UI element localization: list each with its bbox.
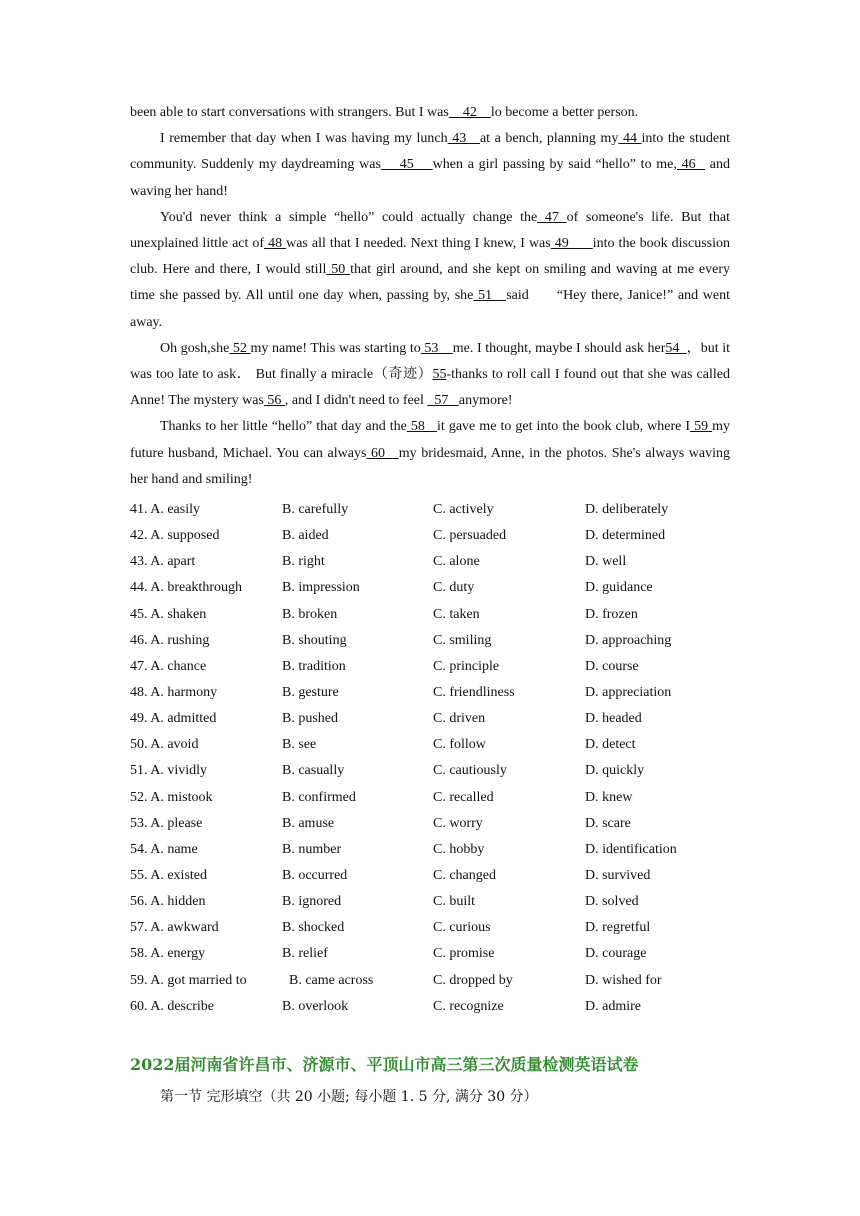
option-a: 52. A. mistook — [130, 789, 213, 805]
option-b: B. number — [282, 841, 342, 857]
option-a: 48. A. harmony — [130, 684, 218, 700]
option-d: D. knew — [585, 789, 633, 805]
blank-51: 51 — [473, 288, 507, 304]
option-c: C. persuaded — [433, 528, 507, 544]
option-row-41 — [130, 497, 730, 523]
option-a: 51. A. vividly — [130, 763, 208, 779]
option-d: D. approaching — [585, 632, 672, 648]
option-row-57 — [130, 915, 730, 941]
blank-43: 43 — [447, 131, 480, 147]
option-a: 46. A. rushing — [130, 632, 210, 648]
option-d: D. admire — [585, 998, 641, 1014]
passage-text: been able to start conversations with strangers. But I was — [130, 105, 449, 120]
blank-57: 57 — [427, 393, 459, 409]
option-b: B. casually — [282, 763, 345, 779]
option-a: 56. A. hidden — [130, 894, 206, 910]
option-b: B. see — [282, 737, 317, 753]
option-row-58 — [130, 941, 730, 967]
option-b: B. occurred — [282, 867, 348, 883]
option-b: B. amuse — [282, 815, 335, 831]
blank-59: 59 — [690, 419, 713, 435]
blank-42: 42 — [448, 105, 491, 120]
option-row-49 — [130, 706, 730, 732]
option-a: 53. A. please — [130, 815, 203, 831]
option-c: C. recalled — [433, 789, 494, 805]
option-c: C. worry — [433, 815, 483, 831]
option-d: D. detect — [585, 737, 636, 753]
option-a: 55. A. existed — [130, 867, 207, 883]
passage-text: anymore! — [458, 393, 513, 409]
section-title: 2022届河南省许昌市、济源市、平顶山市高三第三次质量检测英语试卷 — [130, 1055, 639, 1074]
section-subtitle: 第一节 完形填空（共 20 小题; 每小题 1. 5 分, 满分 30 分） — [160, 1089, 538, 1105]
option-row-53 — [130, 811, 730, 837]
passage-paragraph-2 — [130, 126, 730, 205]
option-row-43 — [130, 549, 730, 575]
passage-text: said “Hey there, Janice!” and went away. — [130, 288, 730, 330]
option-c: C. duty — [433, 580, 475, 596]
passage-text: that girl around, and she kept on smiling and waving at me every time she passed by. All until one day when, passing by, she — [130, 262, 730, 304]
option-row-44 — [130, 575, 730, 601]
passage-text: lo become a better person. — [490, 105, 639, 120]
blank-54: 54 — [665, 340, 687, 356]
option-c: C. changed — [433, 867, 496, 883]
option-a: 41. A. easily — [130, 502, 200, 517]
option-c: C. principle — [433, 658, 500, 674]
option-c: C. actively — [433, 502, 494, 517]
option-d: D. quickly — [585, 763, 645, 779]
blank-46: 46 — [676, 157, 706, 173]
blank-49: 49 — [550, 236, 593, 252]
passage-text: into the student community. Suddenly my daydreaming was — [130, 131, 731, 173]
blank-56: 56 — [263, 393, 285, 409]
option-b: B. pushed — [282, 711, 338, 727]
option-c: C. friendliness — [433, 684, 515, 700]
passage-text: into the book discussion club. Here and there, I would still — [130, 236, 731, 278]
option-b: B. came across — [289, 972, 374, 988]
option-row-50 — [130, 732, 730, 758]
option-c: C. dropped by — [433, 972, 513, 988]
passage-text: You'd never think a simple “hello” could actually change the — [160, 209, 538, 225]
option-d: D. solved — [585, 894, 639, 910]
option-row-51 — [130, 758, 730, 784]
option-row-42 — [130, 523, 730, 549]
option-a: 57. A. awkward — [130, 920, 219, 936]
option-a: 43. A. apart — [130, 554, 196, 570]
passage-text: me. I thought, maybe I should ask her — [452, 340, 666, 356]
option-d: D. course — [585, 658, 639, 674]
option-d: D. regretful — [585, 920, 651, 936]
option-row-59 — [130, 968, 730, 994]
answer-options — [130, 497, 730, 1020]
option-d: D. appreciation — [585, 684, 672, 700]
blank-58: 58 — [406, 419, 438, 435]
option-a: 59. A. got married to — [130, 972, 247, 988]
option-c: C. taken — [433, 606, 480, 622]
option-c: C. follow — [433, 737, 486, 753]
passage-text: my future husband, Michael. You can always — [130, 419, 731, 461]
option-c: C. curious — [433, 920, 491, 936]
option-a: 54. A. name — [130, 841, 198, 857]
option-c: C. built — [433, 894, 476, 910]
blank-50: 50 — [326, 262, 351, 278]
option-d: D. frozen — [585, 606, 638, 622]
passage-text: Thanks to her little “hello” that day and the — [160, 419, 407, 435]
passage-text: -thanks to roll call I found out that she was called Anne! The mystery was — [130, 367, 730, 409]
option-b: B. overlook — [282, 998, 349, 1014]
option-b: B. broken — [282, 606, 338, 622]
option-c: C. driven — [433, 711, 486, 727]
blank-60: 60 — [366, 445, 399, 461]
option-row-60 — [130, 994, 730, 1020]
option-b: B. carefully — [282, 502, 349, 517]
passage-paragraph-4 — [130, 336, 730, 415]
option-c: C. recognize — [433, 998, 504, 1014]
option-d: D. courage — [585, 946, 647, 962]
passage-paragraph-5 — [130, 414, 730, 493]
option-a: 50. A. avoid — [130, 737, 199, 753]
option-row-56 — [130, 889, 730, 915]
option-a: 60. A. describe — [130, 998, 214, 1014]
option-row-52 — [130, 785, 730, 811]
blank-45: 45 — [380, 157, 433, 173]
option-a: 49. A. admitted — [130, 711, 217, 727]
passage-text: was all that I needed. Next thing I knew, I was — [286, 236, 551, 252]
option-d: D. well — [585, 554, 627, 570]
blank-48: 48 — [264, 236, 287, 252]
passage-text: at a bench, planning my — [479, 131, 619, 147]
option-b: B. shocked — [282, 920, 345, 936]
passage-text: ，but it was too late to ask． But finally a miracle（奇迹） — [130, 340, 731, 383]
option-c: C. promise — [433, 946, 495, 962]
blank-55: 55 — [432, 367, 447, 383]
option-b: B. relief — [282, 946, 328, 962]
option-c: C. alone — [433, 554, 480, 570]
option-c: C. cautiously — [433, 763, 507, 779]
option-b: B. aided — [282, 528, 329, 544]
passage-text: my bridesmaid, Anne, in the photos. She's always waving her hand and smiling! — [130, 445, 731, 487]
option-b: B. confirmed — [282, 789, 356, 805]
option-a: 42. A. supposed — [130, 528, 220, 544]
blank-53: 53 — [420, 340, 453, 356]
option-row-48 — [130, 680, 730, 706]
passage-text: my name! This was starting to — [250, 340, 421, 356]
option-c: C. smiling — [433, 632, 492, 648]
option-b: B. right — [282, 554, 325, 570]
blank-47: 47 — [537, 209, 567, 225]
cloze-passage — [130, 100, 730, 493]
option-d: D. survived — [585, 867, 651, 883]
option-row-45 — [130, 602, 730, 628]
passage-paragraph-1 — [130, 100, 730, 126]
option-c: C. hobby — [433, 841, 485, 857]
blank-52: 52 — [229, 340, 251, 356]
option-b: B. shouting — [282, 632, 347, 648]
passage-text: and waving her hand! — [130, 157, 731, 199]
option-row-54 — [130, 837, 730, 863]
option-row-46 — [130, 628, 730, 654]
option-d: D. scare — [585, 815, 631, 831]
option-d: D. determined — [585, 528, 666, 544]
option-row-55 — [130, 863, 730, 889]
option-b: B. gesture — [282, 684, 339, 700]
passage-paragraph-3 — [130, 205, 730, 336]
passage-text: it gave me to get into the book club, where I — [437, 419, 691, 435]
option-d: D. headed — [585, 711, 642, 727]
blank-44: 44 — [618, 131, 642, 147]
option-b: B. ignored — [282, 894, 342, 910]
option-d: D. identification — [585, 841, 677, 857]
option-b: B. tradition — [282, 658, 346, 674]
passage-text: I remember that day when I was having my lunch — [160, 131, 448, 147]
option-a: 58. A. energy — [130, 946, 206, 962]
passage-text: Oh gosh,she — [160, 340, 230, 356]
option-a: 44. A. breakthrough — [130, 580, 242, 596]
passage-text: , and I didn't need to feel — [284, 393, 428, 409]
option-d: D. wished for — [585, 972, 662, 988]
option-a: 47. A. chance — [130, 658, 207, 674]
option-row-47 — [130, 654, 730, 680]
option-d: D. guidance — [585, 580, 653, 596]
option-a: 45. A. shaken — [130, 606, 207, 622]
option-d: D. deliberately — [585, 502, 669, 517]
option-b: B. impression — [282, 580, 360, 596]
passage-text: of someone's life. But that unexplained little act of — [130, 209, 730, 252]
passage-text: when a girl passing by said “hello” to me, — [432, 157, 677, 173]
